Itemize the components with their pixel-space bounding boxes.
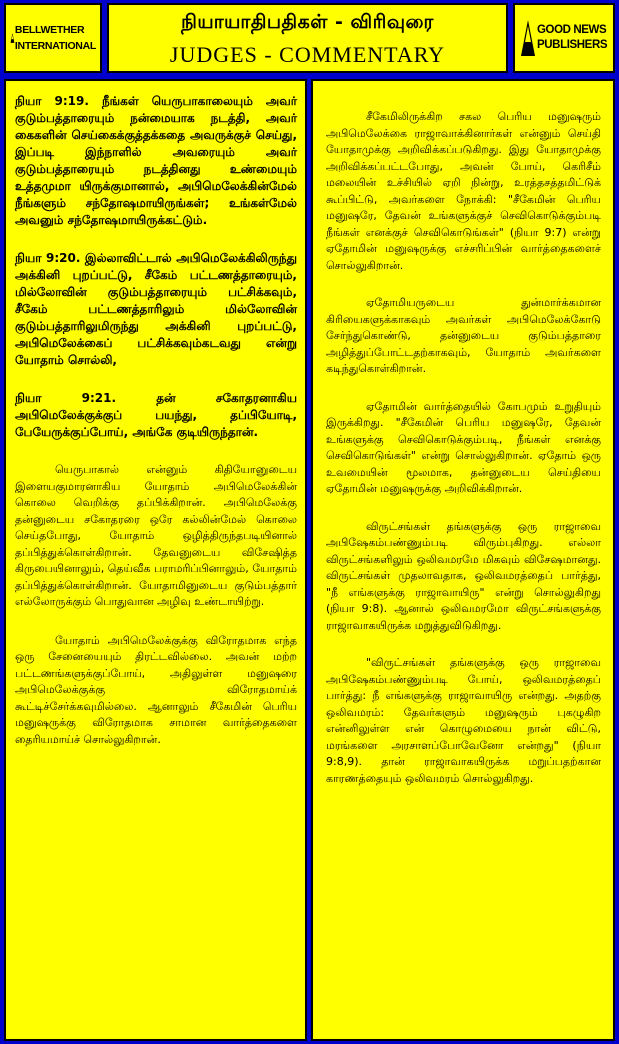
commentary-paragraph: விருட்சங்கள் தங்களுக்கு ஒரு ராஜாவை அபிஷேகம்பண்ணும்படி விரும்புகிறது. எல்லா விருட்சங்களிலும் ஒலிவமரமே மிகவும் விசேஷமானது. விருட்சங்கள் முதலாவதாக, ஒலிவமரத்தைப் பார்த்து, "நீ எங்களுக்கு ராஜாவாயிரு" என்று சொல்லுகிறது (நியா 9:8). ஆனால் ஒலிவமரமோ விருட்சங்களுக்கு ராஜாவாகயிருக்க மறுத்துவிடுகிறது. <box>326 519 601 632</box>
right-column <box>311 79 615 1041</box>
title-box <box>107 3 508 73</box>
logo-left-line2: INTERNATIONAL <box>14 40 96 52</box>
title-tamil: நியாயாதிபதிகள் - விரிவுரை <box>181 11 434 33</box>
mountain-icon <box>519 18 537 58</box>
commentary-paragraph: ஏதோமியருடைய துன்மார்க்கமான கிரியைகளுக்காகவும் அவர்கள் அபிமெலேக்கோடு சேர்ந்துகொண்டு, தன்னுடைய குடும்பத்தாரை அழித்துப்போட்டதற்காகவும், யோதாம் அவர்களை கடிந்துகொள்கிறான். <box>326 296 601 375</box>
title-english: JUDGES - COMMENTARY <box>169 42 446 67</box>
header <box>0 0 619 76</box>
logo-left-line1: BELLWETHER <box>14 24 85 36</box>
commentary-paragraph: யோதாம் அபிமெலேக்குக்கு விரோதமாக எந்த ஒரு சேனையையும் திரட்டவில்லை. அவன் மற்ற பட்டணங்களுக்குப்போய், அதிலுள்ள மனுஷரை அபிமெலேக்குக்கு விரோதமாய்க் கூட்டிச்சேர்க்கவுமில்லை. ஆனாலும் சீகேமின் பெரிய மனுஷருக்கு விரோதமாக சாமான வார்த்தைகளை தைரியமாய்ச் சொல்லுகிறான். <box>15 633 297 746</box>
verse-9-20: நியா 9:20. இல்லாவிட்டால் அபிமெலேக்கிலிருந்து அக்கினி புறப்பட்டு, சீகேம் பட்டணத்தாரையும், மில்லோவின் குடும்பத்தாரையும் பட்சிக்கவும், சீகேம் பட்டணத்தாரிலும் மில்லோவின் குடும்பத்தாரிலுமிருந்து அக்கினி புறப்பட்டு, அபிமெலேக்கைப் பட்சிக்கவும்கடவது என்று யோதாம் சொல்லி, <box>15 251 297 367</box>
logo-right-text <box>537 23 607 53</box>
verse-9-21: நியா 9:21. தன் சகோதரனாகிய அபிமெலேக்குக்குப் பயந்து, தப்பியோடி, பேயேருக்குப்போய், அங்கே குடியிருந்தான். <box>15 391 297 439</box>
commentary-paragraph: யெருபாகால் என்னும் கிதியோனுடைய இளையகுமாரனாகிய யோதாம் அபிமெலேக்கின் கொலை வெறிக்கு தப்பிக்கிறான். அபிமெலேக்கு தன்னுடைய சகோதரரை ஒரே கல்லின்மேல் கொலை செய்தபோது, யோதாம் ஒழித்திருந்தபடியினால் தப்பித்துக்கொள்கிறான். தேவனுடைய விசேஷித்த கிருபையினாலும், தெய்வீக பராமரிப்பினாலும், யோதாம் தப்பித்துக்கொள்கிறான். யோதாமினுடைய குடும்பத்தார் எல்லோருக்கும் பொதுவான அழிவு உண்டாயிற்று. <box>15 463 297 608</box>
commentary-paragraph: ஏதோமின் வார்த்தையில் கோபமும் உறுதியும் இருக்கிறது. "சீகேமின் பெரிய மனுஷரே, தேவன் உங்களுக்கு செவிகொடுக்கும்படி, நீங்கள் எனக்கு செவிகொடுங்கள்" என்று சொல்லுகிறான். ஏதோம் ஒரு உவமையின் மூலமாக, தன்னுடைய செய்தியை ஏதோமின் மனுஷருக்கு அறிவிக்கிறான். <box>326 399 601 495</box>
good-news-logo <box>513 3 615 73</box>
bellwether-logo <box>4 3 102 73</box>
commentary-paragraph: "விருட்சங்கள் தங்களுக்கு ஒரு ராஜாவை அபிஷேகம்பண்ணும்படி போய், ஒலிவமரத்தைப் பார்த்து: நீ எங்களுக்கு ராஜாவாயிரு என்றது. அதற்கு ஒலிவமரம்: தேவர்களும் மனுஷரும் புகழுகிற என்னிலுள்ள என் கொழுமையை நான் விட்டு, மரங்களை அரசாளப்போவேனோ என்றது" (நியா 9:8,9). தான் ராஜாவாகயிருக்க மறுப்பதற்கான காரணத்தையும் ஒலிவமரம் சொல்லுகிறது. <box>326 656 601 785</box>
logo-left-text <box>15 22 96 54</box>
left-column <box>4 79 307 1041</box>
logo-right-line1: GOOD NEWS <box>537 24 607 36</box>
logo-right-line2: PUBLISHERS <box>537 39 608 51</box>
verse-9-19: நியா 9:19. நீங்கள் யெருபாகாலையும் அவர் குடும்பத்தாரையும் நன்மையாக நடத்தி, அவர் கைகளின் செய்கைக்குத்தக்கதை அவருக்குச் செய்து, இப்படி இந்நாளில் அவரையும் அவர் குடும்பத்தாரையும் நடத்தினது உண்மையும் உத்தமுமா யிருக்குமானால், அபிமெலேக்கின்மேல் நீங்களும் சந்தோஷமாயிருங்கள்; உங்கள்மேல் அவனும் சந்தோஷமாயிருக்கட்டும். <box>15 94 297 227</box>
commentary-paragraph: சீகேமிலிருக்கிற சகல பெரிய மனுஷரும் அபிமெலேக்கை ராஜாவாக்கினார்கள் என்னும் செய்தி யோதாமுக்கு அறிவிக்கப்படுகிறது. இது யோதாமுக்கு அறிவிக்கப்பட்டபோது, அவன் போய், கெரிசீம் மலையின் உச்சியில் ஏறி நின்று, உரத்தசத்தமிட்டுக் கூப்பிட்டு, அவர்களை நோக்கி: "சீகேமின் பெரிய மனுஷரே, தேவன் உங்களுக்குச் செவிகொடுக்கும்படி நீங்கள் எனக்குச் செவிகொடுங்கள்" (நியா 9:7) என்று ஏதோமின் மனுஷருக்கு எச்சரிப்பின் வார்த்தைகளைச் சொல்லுகிறான். <box>326 110 601 272</box>
